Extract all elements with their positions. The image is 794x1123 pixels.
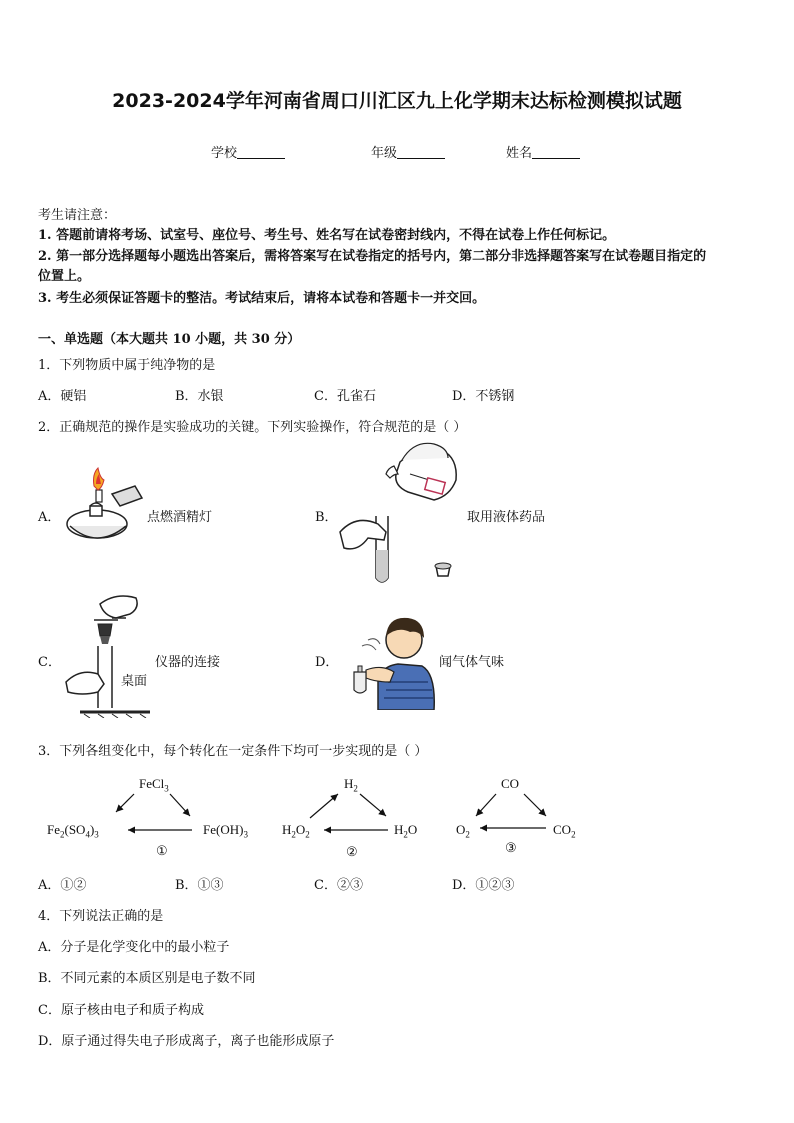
page-title: 2023-2024学年河南省周口川汇区九上化学期末达标检测模拟试题 [112, 90, 682, 112]
diagram2-right: $H_2O$ [394, 822, 418, 840]
diagram2-arrows [300, 788, 400, 838]
q2-option-c-caption: 仪器的连接 [155, 655, 221, 670]
diagram2-left: $H_2O_2$ [282, 822, 310, 840]
diagram3-number: ③ [505, 840, 517, 855]
notice-item-2: 2. 第一部分选择题每小题选出答案后，需将答案写在试卷指定的括号内，第二部分非选择题答案写在试卷题目指定的 [38, 249, 707, 264]
notice-item-1: 1. 答题前请将考场、试室号、座位号、考生号、姓名写在试卷密封线内，不得在试卷上作任何标记。 [38, 228, 616, 243]
q1-option-c[interactable]: C．孔雀石 [314, 389, 376, 404]
diagram1-arrows [100, 788, 210, 838]
q3-option-c[interactable]: C．②③ [314, 878, 363, 893]
notice-item-2-cont: 位置上。 [38, 269, 91, 284]
name-field[interactable]: 姓名 [506, 142, 580, 161]
q3-option-a[interactable]: A．①② [38, 878, 87, 893]
q2-option-a-caption: 点燃酒精灯 [147, 510, 213, 525]
notice-item-3: 3. 考生必须保证答题卡的整洁。考试结束后，请将本试卷和答题卡一并交回。 [38, 291, 486, 306]
q2-option-c-extra: 桌面 [121, 674, 148, 689]
q1-option-d[interactable]: D．不锈钢 [452, 389, 515, 404]
q1-option-b[interactable]: B．水银 [175, 389, 224, 404]
diagram1-top: FeCl$_3$ [139, 776, 169, 794]
q4-option-a[interactable]: A．分子是化学变化中的最小粒子 [38, 940, 230, 955]
q4-option-b[interactable]: B．不同元素的本质区别是电子数不同 [38, 971, 256, 986]
section-heading: 一、单选题（本大题共 10 小题，共 30 分） [38, 332, 301, 347]
q2-option-a-letter[interactable]: A． [38, 510, 61, 525]
diagram1-number: ① [156, 843, 168, 858]
q4-option-d[interactable]: D．原子通过得失电子形成离子，离子也能形成原子 [38, 1034, 335, 1049]
q2-stem: 2．正确规范的操作是实验成功的关键。下列实验操作，符合规范的是（ ） [38, 420, 467, 435]
grade-field[interactable]: 年级 [371, 142, 445, 161]
q2-option-b-caption: 取用液体药品 [467, 510, 546, 525]
q2-option-c-letter[interactable]: C． [38, 655, 61, 670]
q3-option-b[interactable]: B．①③ [175, 878, 224, 893]
diagram2-top: $H_2$ [344, 776, 358, 794]
liquid-pouring-illustration [338, 440, 463, 585]
q1-stem: 1．下列物质中属于纯净物的是 [38, 358, 216, 373]
alcohol-lamp-illustration [60, 466, 150, 558]
q3-stem: 3．下列各组变化中，每个转化在一定条件下均可一步实现的是（ ） [38, 744, 428, 759]
q4-stem: 4．下列说法正确的是 [38, 909, 164, 924]
smelling-gas-illustration [338, 610, 438, 710]
diagram3-arrows [466, 788, 556, 838]
notice-heading: 考生请注意： [38, 208, 117, 223]
diagram2-number: ② [346, 844, 358, 859]
diagram3-left: $O_2$ [456, 822, 470, 840]
diagram3-right: $CO_2$ [553, 822, 576, 840]
diagram1-right: $Fe(OH)_3$ [203, 822, 248, 840]
q3-option-d[interactable]: D．①②③ [452, 878, 515, 893]
q1-option-a[interactable]: A．硬铝 [38, 389, 87, 404]
diagram1-left: $Fe_2(SO_4)_3$ [47, 822, 99, 840]
q4-option-c[interactable]: C．原子核由电子和质子构成 [38, 1003, 204, 1018]
school-field[interactable]: 学校 [211, 142, 285, 161]
q2-option-d-letter[interactable]: D． [315, 655, 339, 670]
apparatus-connection-illustration [64, 592, 154, 718]
q2-option-b-letter[interactable]: B． [315, 510, 338, 525]
q2-option-d-caption: 闻气体气味 [439, 655, 505, 670]
diagram3-top: CO [501, 776, 520, 791]
